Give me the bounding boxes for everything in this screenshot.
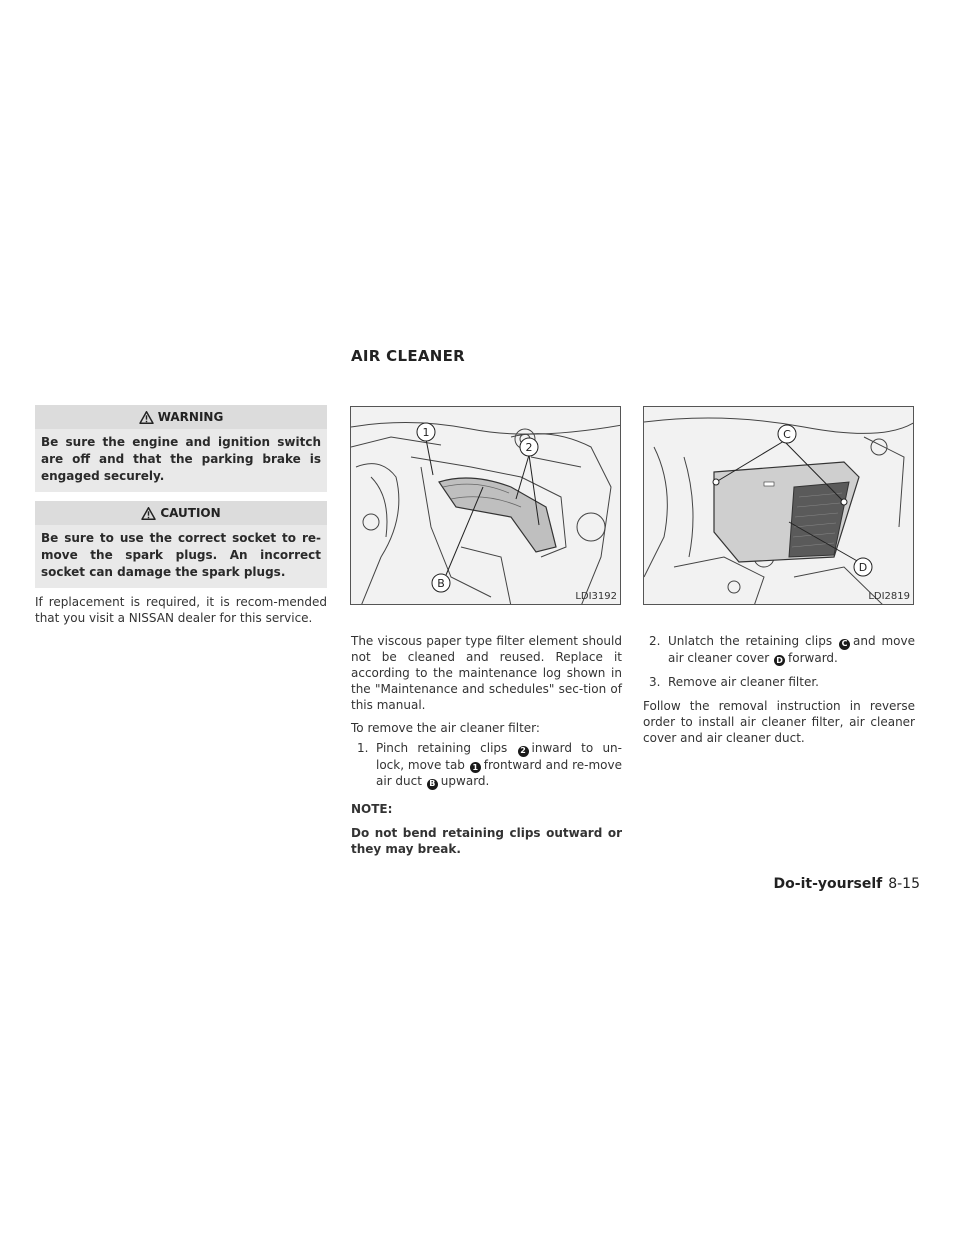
step-2 xyxy=(649,633,915,666)
note-label: NOTE: xyxy=(351,801,393,816)
page-footer xyxy=(774,876,920,892)
intro-paragraph: If replacement is required, it is recom-mended that you visit a NISSAN dealer for this service. xyxy=(35,595,327,625)
badge-b: B xyxy=(427,779,438,790)
caution-label: CAUTION xyxy=(160,506,221,520)
badge-c: C xyxy=(839,639,850,650)
badge-2: 2 xyxy=(518,746,529,757)
callout-1: 1 xyxy=(422,426,430,439)
caution-icon xyxy=(141,507,156,520)
step-2-number: 2. xyxy=(649,634,661,648)
callout-2: 2 xyxy=(525,441,533,454)
callout-d: D xyxy=(858,561,868,574)
section-title: AIR CLEANER xyxy=(351,347,466,365)
callout-c: C xyxy=(783,428,791,441)
page-number: 8-15 xyxy=(888,876,920,892)
figure-air-duct xyxy=(350,406,621,605)
middle-column xyxy=(351,633,622,857)
figure-code-2: LDI2819 xyxy=(868,591,910,602)
step-1-text: Pinch retaining clips 2 inward to un-lock, move tab 1 frontward and re-move air duct B upward. xyxy=(376,741,622,788)
warning-text: Be sure the engine and ignition switch are off and that the parking brake is engaged securely. xyxy=(35,429,327,492)
caution-box xyxy=(35,501,327,588)
air-duct-illustration xyxy=(351,407,621,605)
step-1 xyxy=(357,740,622,790)
callout-b: B xyxy=(437,577,445,590)
left-column xyxy=(35,405,327,626)
step-1-number: 1. xyxy=(357,741,369,755)
figure-code-1: LDI3192 xyxy=(575,591,617,602)
right-column xyxy=(643,633,915,746)
closing-paragraph: Follow the removal instruction in reverse order to install air cleaner filter, air cleaner cover and air cleaner duct. xyxy=(643,699,915,745)
step-3-text: Remove air cleaner filter. xyxy=(668,675,819,689)
chapter-name: Do-it-yourself xyxy=(773,876,883,892)
caution-text: Be sure to use the correct socket to re-move the spark plugs. An incorrect socket can damage the spark plugs. xyxy=(35,525,327,588)
note-text: Do not bend retaining clips outward or they may break. xyxy=(351,825,622,856)
air-cleaner-illustration xyxy=(644,407,914,605)
warning-label: WARNING xyxy=(157,410,224,424)
warning-icon xyxy=(139,411,154,424)
remove-intro: To remove the air cleaner filter: xyxy=(351,721,540,735)
caution-header xyxy=(35,501,327,525)
step-2-text: Unlatch the retaining clips C and move air cleaner cover D forward. xyxy=(668,634,915,665)
step-3-number: 3. xyxy=(649,675,661,689)
filter-paragraph: The viscous paper type filter element should not be cleaned and reused. Replace it according to the maintenance log shown in the "Maintenance and schedules" sec-tion of this manual. xyxy=(351,634,622,712)
figure-air-cleaner-cover xyxy=(643,406,914,605)
step-3 xyxy=(649,674,915,690)
warning-box xyxy=(35,405,327,492)
badge-d: D xyxy=(774,655,785,666)
badge-1: 1 xyxy=(470,762,481,773)
warning-header xyxy=(35,405,327,429)
